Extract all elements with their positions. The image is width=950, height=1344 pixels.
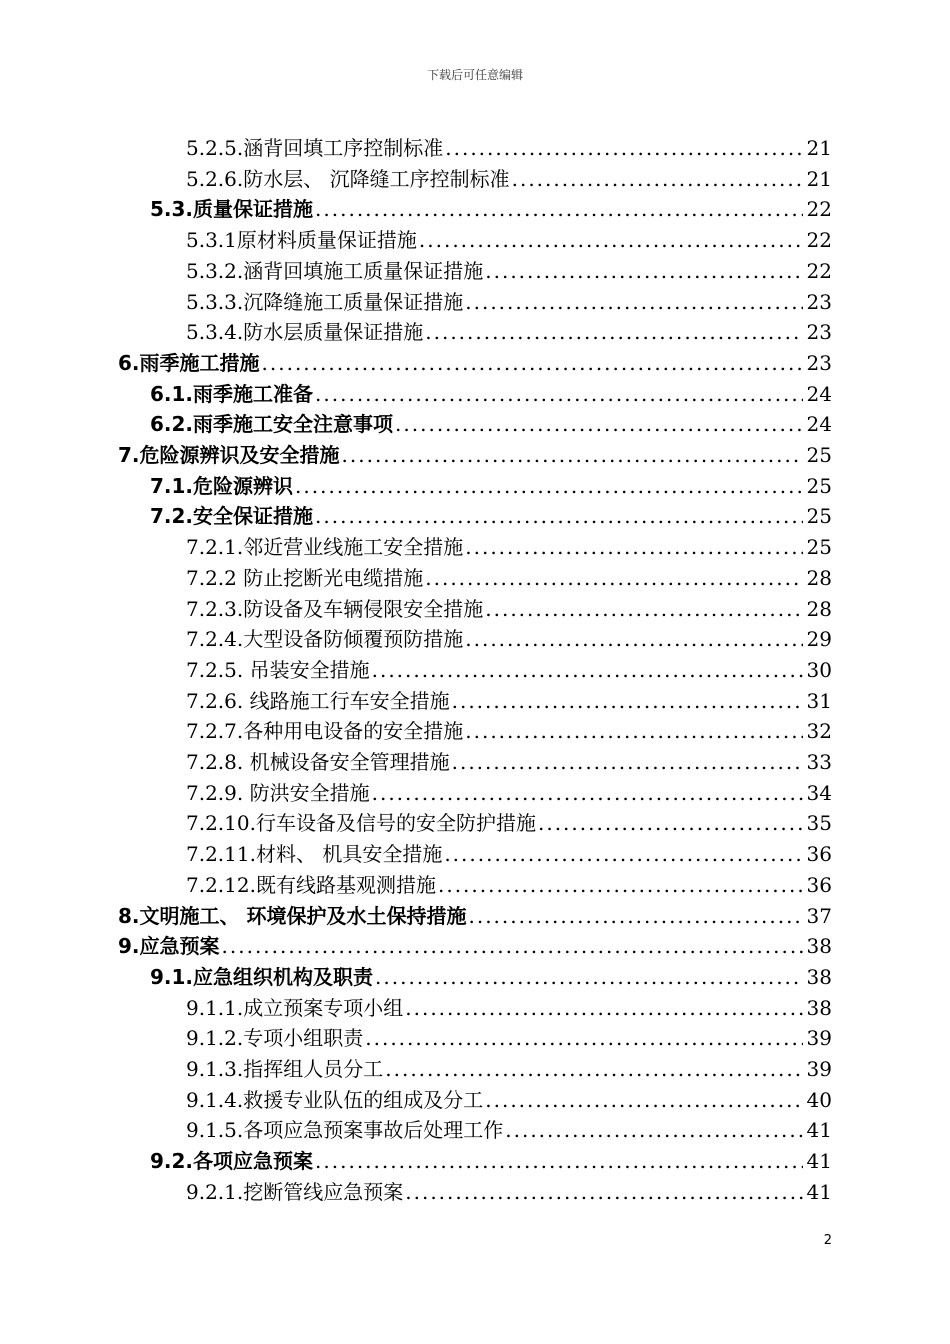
toc-entry[interactable] xyxy=(186,131,832,161)
toc-entry[interactable] xyxy=(150,1144,832,1174)
toc-entry-page: 28 xyxy=(806,565,832,590)
toc-dot-leader xyxy=(510,166,803,192)
toc-entry-title: 9.1.应急组织机构及职责 xyxy=(150,964,374,989)
toc-entry-title: 9.1.2.专项小组职责 xyxy=(186,1026,364,1051)
toc-entry-page: 24 xyxy=(806,412,832,437)
toc-entry-title: 9.应急预案 xyxy=(118,934,220,959)
toc-dot-leader xyxy=(403,1179,802,1205)
toc-entry[interactable] xyxy=(186,684,832,714)
toc-entry[interactable] xyxy=(186,315,832,345)
toc-entry-page: 33 xyxy=(806,750,832,774)
toc-entry-title: 5.3.2.涵背回填施工质量保证措施 xyxy=(186,258,484,283)
toc-dot-leader xyxy=(466,903,802,929)
toc-entry-title: 7.2.9. 防洪安全措施 xyxy=(186,780,370,805)
toc-entry-title: 5.3.3.沉降缝施工质量保证措施 xyxy=(186,289,464,314)
toc-entry-title: 6.雨季施工措施 xyxy=(118,350,260,375)
toc-entry[interactable] xyxy=(186,254,832,284)
toc-entry[interactable] xyxy=(186,1052,832,1082)
toc-entry-title: 5.3.1原材料质量保证措施 xyxy=(186,228,417,253)
toc-entry-page: 22 xyxy=(806,228,832,253)
toc-entry[interactable] xyxy=(186,714,832,744)
toc-entry-page: 34 xyxy=(806,780,832,805)
toc-dot-leader xyxy=(313,503,803,529)
toc-entry-title: 6.1.雨季施工准备 xyxy=(150,381,314,406)
toc-entry-title: 9.2.1.挖断管线应急预案 xyxy=(186,1179,404,1204)
toc-entry-title: 7.2.10.行车设备及信号的安全防护措施 xyxy=(186,811,536,836)
toc-entry-page: 22 xyxy=(806,258,832,283)
toc-entry-title: 7.2.2 防止挖断光电缆措施 xyxy=(186,565,424,590)
toc-entry-title: 8.文明施工、 环境保护及水土保持措施 xyxy=(118,903,467,928)
toc-dot-leader xyxy=(450,688,803,714)
toc-entry[interactable] xyxy=(186,1175,832,1205)
toc-entry-page: 21 xyxy=(806,166,832,191)
toc-entry-page: 25 xyxy=(806,504,832,529)
toc-entry-title: 6.2.雨季施工安全注意事项 xyxy=(150,412,394,437)
toc-entry[interactable] xyxy=(186,223,832,253)
toc-entry-page: 25 xyxy=(806,443,832,467)
toc-entry-title: 7.2.安全保证措施 xyxy=(150,504,314,529)
toc-entry[interactable] xyxy=(150,407,832,437)
toc-entry[interactable] xyxy=(186,530,832,560)
toc-entry-page: 24 xyxy=(806,381,832,406)
toc-dot-leader xyxy=(423,319,802,345)
toc-entry-page: 36 xyxy=(806,842,832,867)
toc-entry-page: 30 xyxy=(806,657,832,682)
toc-entry-page: 28 xyxy=(806,596,832,621)
toc-entry-page: 41 xyxy=(806,1179,832,1204)
toc-entry-page: 37 xyxy=(806,903,832,928)
toc-entry[interactable] xyxy=(118,346,832,376)
toc-dot-leader xyxy=(340,442,803,468)
toc-dot-leader xyxy=(423,565,802,591)
toc-dot-leader xyxy=(503,1117,802,1143)
toc-dot-leader xyxy=(483,596,802,622)
toc-entry[interactable] xyxy=(118,438,832,468)
toc-entry-page: 23 xyxy=(806,350,832,375)
toc-entry-page: 41 xyxy=(806,1149,832,1174)
toc-entry[interactable] xyxy=(118,929,832,959)
toc-entry-title: 9.1.5.各项应急预案事故后处理工作 xyxy=(186,1118,504,1143)
toc-entry-title: 7.2.4.大型设备防倾覆预防措施 xyxy=(186,627,464,652)
toc-dot-leader xyxy=(220,933,803,959)
toc-entry[interactable] xyxy=(186,837,832,867)
toc-entry-page: 39 xyxy=(806,1026,832,1051)
toc-entry-title: 7.2.6. 线路施工行车安全措施 xyxy=(186,688,450,713)
toc-entry[interactable] xyxy=(186,868,832,898)
toc-entry-page: 36 xyxy=(806,872,832,897)
toc-dot-leader xyxy=(443,135,802,161)
toc-entry-page: 38 xyxy=(806,964,832,989)
toc-entry-page: 23 xyxy=(806,320,832,345)
toc-entry[interactable] xyxy=(186,622,832,652)
toc-dot-leader xyxy=(373,964,803,990)
toc-dot-leader xyxy=(260,350,803,376)
toc-entry-title: 7.2.3.防设备及车辆侵限安全措施 xyxy=(186,596,484,621)
toc-entry-title: 7.2.1.邻近营业线施工安全措施 xyxy=(186,535,464,560)
toc-entry-title: 5.3.4.防水层质量保证措施 xyxy=(186,320,424,345)
toc-entry-page: 40 xyxy=(806,1087,832,1112)
toc-entry[interactable] xyxy=(186,1083,832,1113)
page-header: 下载后可任意编辑 xyxy=(426,68,523,82)
toc-entry-page: 41 xyxy=(806,1118,832,1143)
page-number: 2 xyxy=(823,1233,832,1248)
toc-entry-page: 31 xyxy=(806,688,832,713)
toc-entry[interactable] xyxy=(186,776,832,806)
toc-entry-title: 9.2.各项应急预案 xyxy=(150,1149,314,1174)
toc-entry-title: 5.3.质量保证措施 xyxy=(150,197,314,222)
toc-entry-page: 25 xyxy=(806,473,832,498)
toc-entry-page: 38 xyxy=(806,934,832,959)
toc-dot-leader xyxy=(383,1056,802,1082)
toc-entry-page: 29 xyxy=(806,627,832,652)
toc-entry-title: 9.1.4.救援专业队伍的组成及分工 xyxy=(186,1087,484,1112)
toc-entry-page: 38 xyxy=(806,995,832,1020)
toc-entry[interactable] xyxy=(150,499,832,529)
toc-dot-leader xyxy=(293,473,803,499)
toc-entry-page: 21 xyxy=(806,136,832,160)
toc-dot-leader xyxy=(450,749,803,775)
toc-dot-leader xyxy=(536,810,803,836)
toc-dot-leader xyxy=(403,995,802,1021)
toc-entry-title: 9.1.3.指挥组人员分工 xyxy=(186,1057,384,1081)
toc-entry-title: 5.2.6.防水层、 沉降缝工序控制标准 xyxy=(186,166,510,191)
toc-entry[interactable] xyxy=(150,192,832,222)
toc-entry[interactable] xyxy=(186,806,832,836)
toc-dot-leader xyxy=(417,227,803,253)
toc-entry[interactable] xyxy=(186,162,832,192)
toc-entry-page: 32 xyxy=(806,719,832,744)
toc-dot-leader xyxy=(463,289,802,315)
toc-entry-title: 7.1.危险源辨识 xyxy=(150,473,294,498)
toc-dot-leader xyxy=(463,626,802,652)
toc-dot-leader xyxy=(363,1025,802,1051)
toc-dot-leader xyxy=(370,780,803,806)
toc-dot-leader xyxy=(463,718,802,744)
toc-dot-leader xyxy=(436,872,803,898)
toc-entry[interactable] xyxy=(118,899,832,929)
toc-entry-page: 25 xyxy=(806,535,832,560)
toc-dot-leader xyxy=(313,1148,803,1174)
toc-entry[interactable] xyxy=(186,561,832,591)
toc-entry[interactable] xyxy=(150,377,832,407)
toc-entry[interactable] xyxy=(186,1021,832,1051)
toc-entry-title: 9.1.1.成立预案专项小组 xyxy=(186,995,404,1020)
toc-entry[interactable] xyxy=(186,285,832,315)
toc-dot-leader xyxy=(442,841,802,867)
toc-entry[interactable] xyxy=(186,653,832,683)
toc-dot-leader xyxy=(463,534,802,560)
toc-entry-title: 7.2.8. 机械设备安全管理措施 xyxy=(186,750,450,774)
toc-entry-page: 39 xyxy=(806,1057,832,1081)
toc-entry-page: 22 xyxy=(806,197,832,222)
toc-entry[interactable] xyxy=(150,469,832,499)
toc-dot-leader xyxy=(483,1087,802,1113)
toc-entry[interactable] xyxy=(186,745,832,775)
toc-entry-page: 23 xyxy=(806,289,832,314)
toc-entry-title: 7.危险源辨识及安全措施 xyxy=(118,443,340,467)
toc-entry[interactable] xyxy=(186,1113,832,1143)
toc-entry[interactable] xyxy=(186,592,832,622)
toc-dot-leader xyxy=(483,258,802,284)
toc-dot-leader xyxy=(313,381,803,407)
toc-dot-leader xyxy=(393,411,803,437)
toc-entry-page: 35 xyxy=(806,811,832,836)
toc-dot-leader xyxy=(313,196,803,222)
toc-entry-title: 7.2.11.材料、 机具安全措施 xyxy=(186,842,443,867)
toc-entry[interactable] xyxy=(150,960,832,990)
toc-entry-title: 7.2.7.各种用电设备的安全措施 xyxy=(186,719,464,744)
toc-entry[interactable] xyxy=(186,991,832,1021)
toc-entry-title: 5.2.5.涵背回填工序控制标准 xyxy=(186,136,444,160)
toc-dot-leader xyxy=(370,657,803,683)
toc-entry-title: 7.2.12.既有线路基观测措施 xyxy=(186,872,436,897)
toc-entry-title: 7.2.5. 吊装安全措施 xyxy=(186,657,370,682)
